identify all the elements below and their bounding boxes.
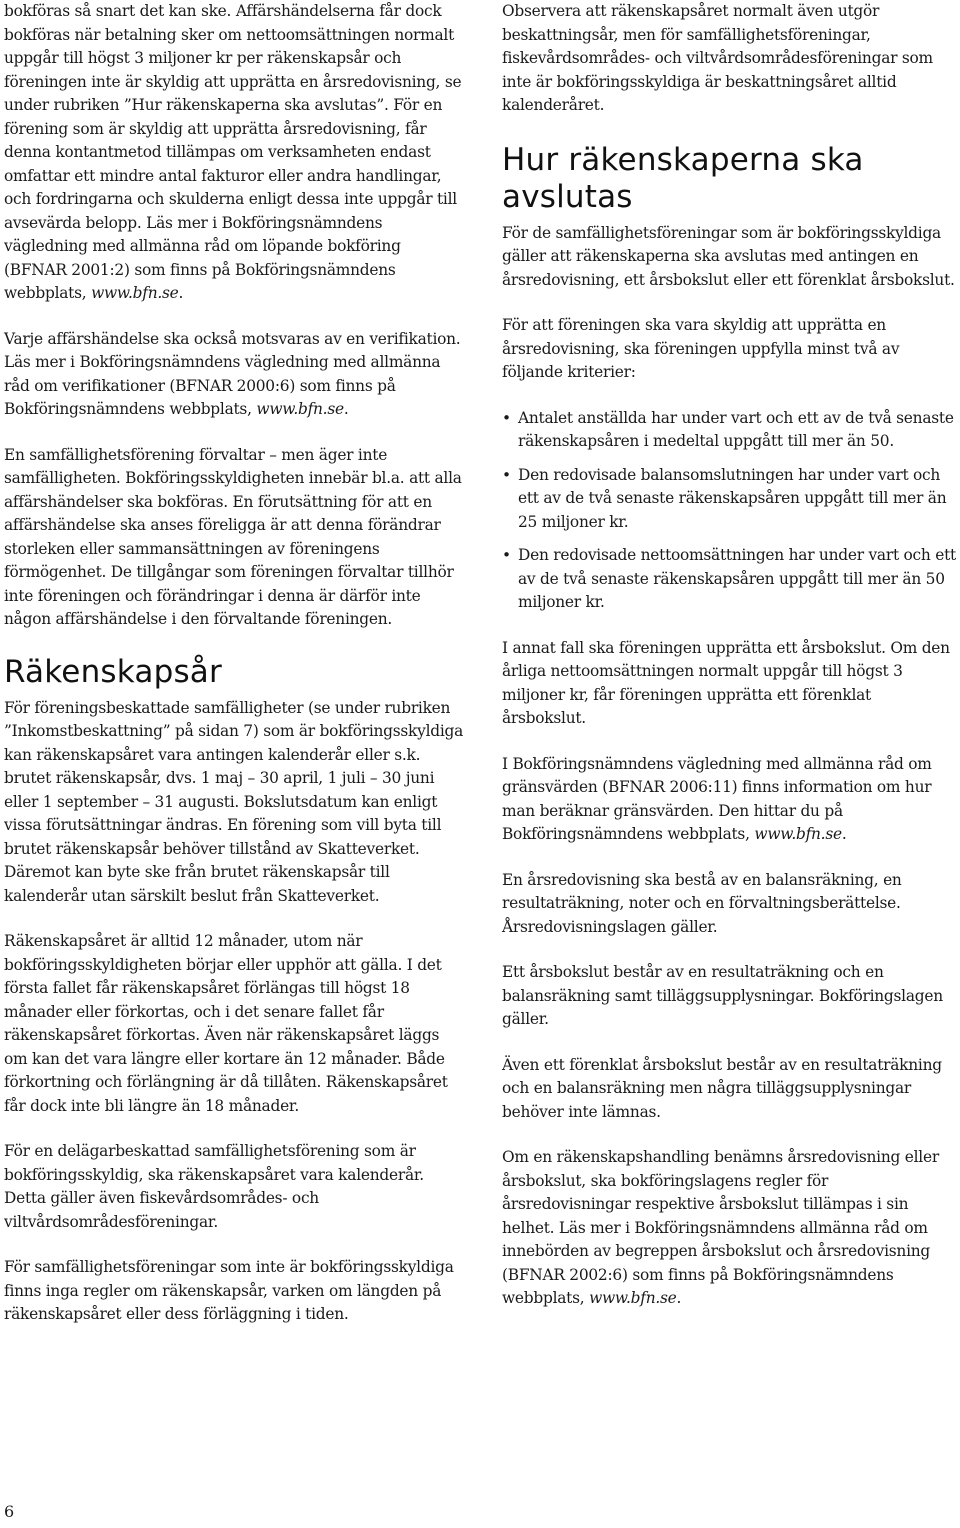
body-paragraph: I Bokföringsnämndens vägledning med allmänna råd om gränsvärden (BFNAR 2006:11) finns information om hur man beräknar gränsvärden. Den hittar du på Bokföringsnämndens webbplats, www.bfn.se. [502, 754, 932, 843]
body-paragraph: För en delägarbeskattad samfällighetsförening som är bokföringsskyldig, ska räkenskapsåret vara kalenderår. Detta gäller även fiskevårdsområdes- och viltvårdsområdesföreningar. [4, 1142, 424, 1231]
website-link: www.bfn.se [589, 1289, 677, 1307]
body-paragraph: Även ett förenklat årsbokslut består av en resultaträkning och en balansräkning men några tilläggsupplysningar behöver inte lämnas. [502, 1055, 942, 1121]
body-paragraph: Om en räkenskapshandling benämns årsredovisning eller årsbokslut, ska bokföringslagens regler för årsredovisningar respektive årsbokslut tillämpas i sin helhet. Läs mer i Bokföringsnämndens allmänna råd om innebörden av begreppen årsbokslut och årsredovisning (BFNAR 2002:6) som finns på Bokföringsnämndens webbplats, www.bfn.se. [502, 1148, 939, 1307]
list-item: • Den redovisade balansomslutningen har under vart och ett av de två senaste räkenskapsåren uppgått till mer än 25 miljoner kr. [502, 464, 958, 535]
body-paragraph: För de samfällighetsföreningar som är bokföringsskyldiga gäller att räkenskaperna ska avslutas med antingen en årsredovisning, ett årsbokslut eller ett förenklat årsbokslut. [502, 223, 955, 289]
website-link: www.bfn.se [256, 400, 344, 418]
right-column [502, 0, 958, 1333]
body-paragraph: Ett årsbokslut består av en resultaträkning och en balansräkning samt tilläggsupplysningar. Bokföringslagen gäller. [502, 963, 943, 1028]
section-heading-rakenskapsar: Räkenskapsår [4, 653, 222, 690]
criteria-list [502, 407, 958, 615]
website-link: www.bfn.se [91, 284, 179, 302]
left-column [4, 0, 464, 1349]
page-number: 6 [4, 1502, 15, 1521]
body-paragraph: Räkenskapsåret är alltid 12 månader, utom när bokföringsskyldigheten börjar eller upphör att gälla. I det första fallet får räkenskapsåret förlängas till högst 18 månader eller förkortas, och i det senare fallet får räkenskapsåret förkortas. Även när räkenskapsåret läggs om kan det vara längre eller kortare än 12 månader. Både förkortning och förlängning är då tillåten. Räkenskapsåret får dock inte bli längre än 18 månader. [4, 932, 448, 1115]
body-paragraph: En årsredovisning ska bestå av en balansräkning, en resultaträkning, noter och en förvaltningsberättelse. Årsredovisningslagen gäller. [502, 870, 902, 936]
body-paragraph: För att föreningen ska vara skyldig att upprätta en årsredovisning, ska föreningen uppfylla minst två av följande kriterier: [502, 316, 900, 381]
body-paragraph: För samfällighetsföreningar som inte är bokföringsskyldiga finns inga regler om räkenskapsår, varken om längden på räkenskapsåret eller dess förläggning i tiden. [4, 1258, 454, 1323]
section-heading-avsluta: Hur räkenskaperna ska avslutas [502, 141, 864, 215]
body-paragraph: Observera att räkenskapsåret normalt även utgör beskattningsår, men för samfällighetsföreningar, fiskevårdsområdes- och viltvårdsområdesföreningar som inte är bokföringsskyldiga är beskattningsåret alltid kalenderåret. [502, 2, 933, 114]
body-paragraph: En samfällighetsförening förvaltar – men äger inte samfälligheten. Bokföringsskyldigheten innebär bl.a. att alla affärshändelser ska bokföras. En förutsättning för att en affärshändelse ska anses föreligga är att denna förändrar storleken eller sammansättningen av föreningens förmögenhet. De tillgångar som föreningen förvaltar tillhör inte föreningen och förändringar i denna är därför inte någon affärshändelse i den förvaltande föreningen. [4, 445, 462, 628]
body-paragraph: Varje affärshändelse ska också motsvaras av en verifikation. Läs mer i Bokföringsnämndens vägledning med allmänna råd om verifikationer (BFNAR 2000:6) som finns på Bokföringsnämndens webbplats, www.bfn.se. [4, 329, 461, 418]
body-paragraph: För föreningsbeskattade samfälligheter (se under rubriken ”Inkomstbeskattning” på sidan 7) som är bokföringsskyldiga kan räkenskapsåret vara antingen kalenderår eller s.k. brutet räkenskapsår, dvs. 1 maj – 30 april, 1 juli – 30 juni eller 1 september – 31 augusti. Bokslutsdatum kan enligt vissa förutsättningar ändras. En förening som vill byta till brutet räkenskapsår behöver tillstånd av Skatteverket. Däremot kan byte ske från brutet räkenskapsår till kalenderår utan särskilt beslut från Skatteverket. [4, 698, 464, 905]
website-link: www.bfn.se [754, 825, 842, 843]
list-item: • Antalet anställda har under vart och ett av de två senaste räkenskapsåren i medeltal uppgått till mer än 50. [502, 407, 958, 454]
list-item: • Den redovisade nettoomsättningen har under vart och ett av de två senaste räkenskapsåren uppgått till mer än 50 miljoner kr. [502, 544, 958, 615]
body-paragraph: I annat fall ska föreningen upprätta ett årsbokslut. Om den årliga nettoomsättningen normalt uppgår till högst 3 miljoner kr, får föreningen upprätta ett förenklat årsbokslut. [502, 638, 950, 727]
body-paragraph: bokföras så snart det kan ske. Affärshändelserna får dock bokföras när betalning sker om nettoomsättningen normalt uppgår till högst 3 miljoner kr per räkenskapsår och föreningen inte är skyldig att upprätta en årsredovisning, se under rubriken ”Hur räkenskaperna ska avslutas”. För en förening som är skyldig att upprätta årsredovisning, får denna kontantmetod tillämpas om verksamheten endast omfattar ett mindre antal fakturor eller andra handlingar, och fordringarna och skulderna enligt dessa inte uppgår till avsevärda belopp. Läs mer i Bokföringsnämndens vägledning med allmänna råd om löpande bokföring (BFNAR 2001:2) som finns på Bokföringsnämndens webbplats, www.bfn.se. [4, 2, 462, 302]
